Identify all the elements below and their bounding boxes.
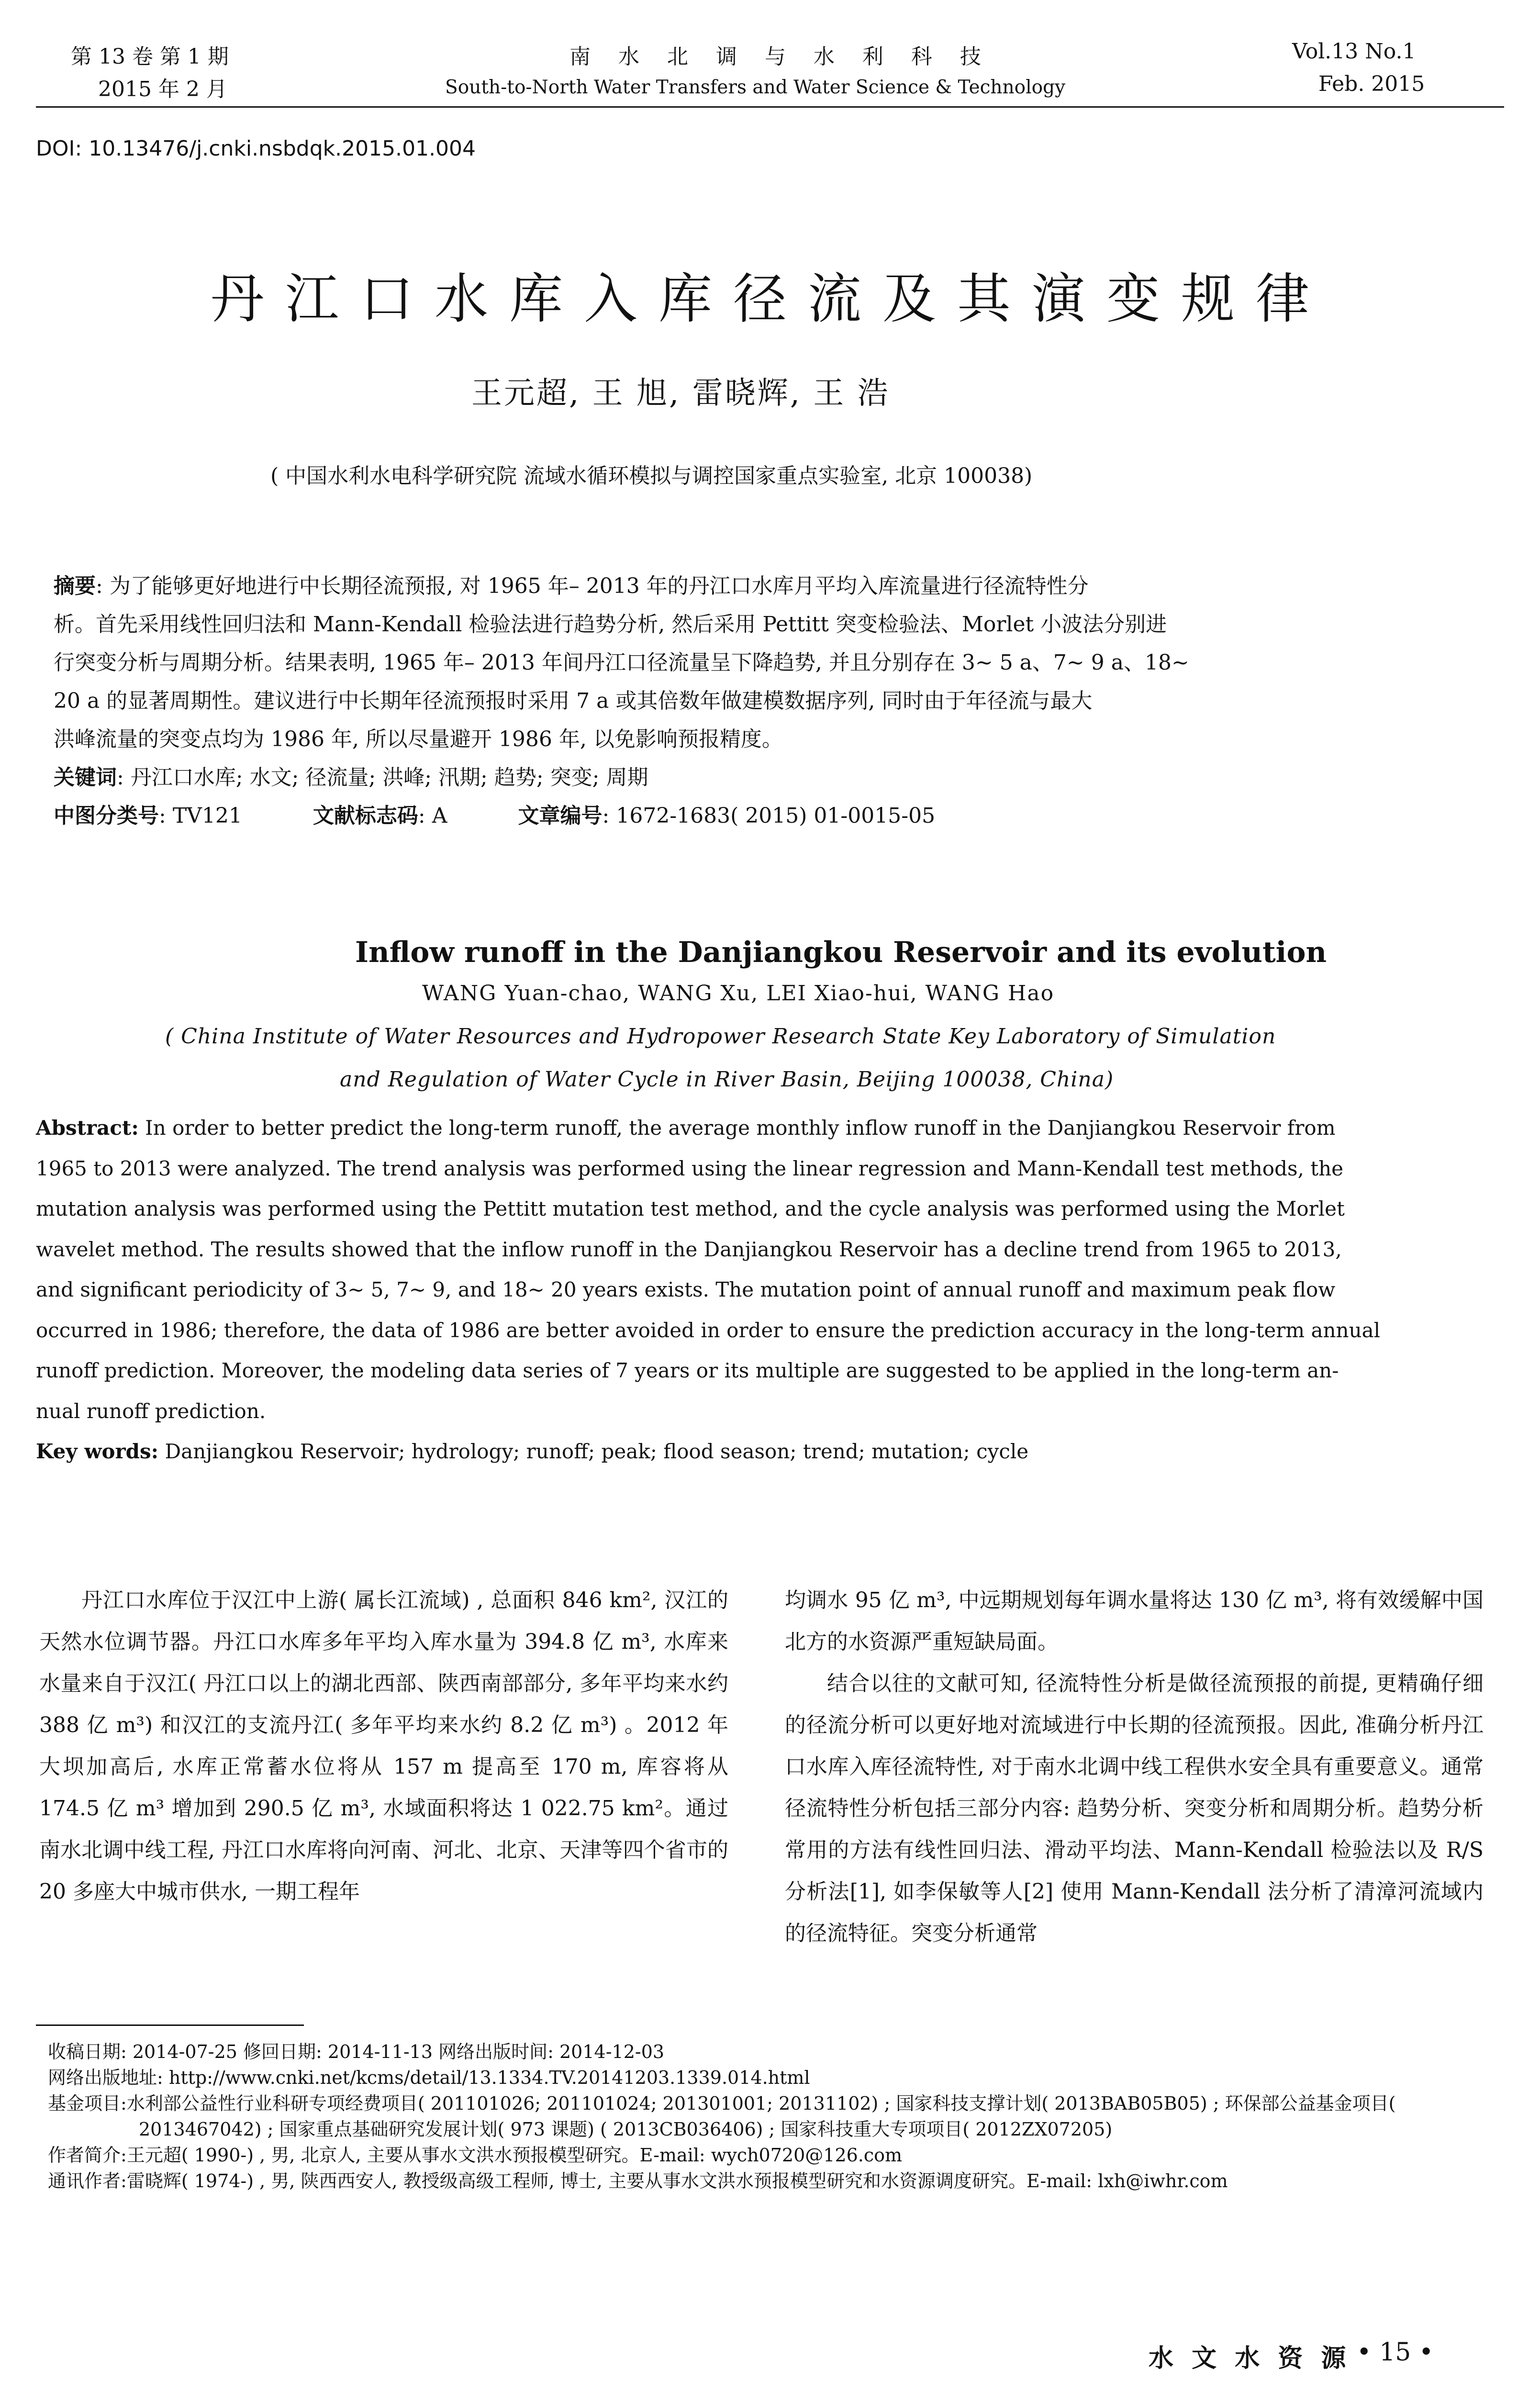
keywords-cn: 丹江口水库; 水文; 径流量; 洪峰; 汛期; 趋势; 突变; 周期 [130, 765, 648, 790]
title-en: Inflow runoff in the Danjiangkou Reservoir and its evolution [355, 936, 1327, 969]
header-volume-en: Vol.13 No.1 [1292, 39, 1416, 64]
footnote-received: 收稿日期: 2014-07-25 修回日期: 2014-11-13 网络出版时间: 2014-12-03 [48, 2041, 665, 2062]
articleno-label: 文章编号 [518, 804, 603, 828]
affiliation-en-1: ( China Institute of Water Resources and Hydropower Research State Key Laboratory of Simulation [165, 1024, 1276, 1049]
abstract-en-line: In order to better predict the long-term runoff, the average monthly inflow runoff in the Danjiangkou Reservoir from [138, 1116, 1336, 1140]
body-paragraph: 结合以往的文献可知, 径流特性分析是做径流预报的前提, 更精确仔细的径流分析可以更好地对流域进行中长期的径流预报。因此, 准确分析丹江口水库入库径流特性, 对于南水北调中线工程供水安全具有重要意义。通常径流特性分析包括三部分内容: 趋势分析、突变分析和周期分析。趋势分析常用的方法有线性回归法、滑动平均法、Mann-Kendall 检验法以及 R/S 分析法[1], 如李保敏等人[2] 使用 Mann-Kendall 法分析了清漳河流域内的径流特征。突变分析通常 [785, 1671, 1484, 1946]
abstract-en-line: wavelet method. The results showed that the inflow runoff in the Danjiangkou Reservoir has a decline trend from 1965 to 2013, [36, 1237, 1342, 1261]
abstract-cn: 摘要: 为了能够更好地进行中长期径流预报, 对 1965 年– 2013 年的丹江口水库月平均入库流量进行径流特性分 析。首先采用线性回归法和 Mann-Kendall 检验法进行趋势分析, 然后采用 Pettitt 突变检验法、Morlet 小波法分别进 行突变分析与周期分析。结果表明, 1965 年– 2013 年间丹江口径流量呈下降趋势, 并且分别存在 3~ 5 a、7~ 9 a、18~ 20 a 的显著周期性。建议进行中长期年径流预报时采用 7 a 或其倍数年做建模数据序列, 同时由于年径流与最大 洪峰流量的突变点均为 1986 年, 所以尽量避开 1986 年, 以免影响预报精度。 关键词: 丹江口水库; 水文; 径流量; 洪峰; 汛期; 趋势; 突变; 周期 中图分类号: TV121 文献标志码: A 文章编号: 1672-1683( 2015) 01-0015-05 [54, 567, 1451, 835]
abstract-en-line: nual runoff prediction. [36, 1399, 266, 1423]
abstract-cn-line: 析。首先采用线性回归法和 Mann-Kendall 检验法进行趋势分析, 然后采用 Pettitt 突变检验法、Morlet 小波法分别进 [54, 612, 1167, 637]
abstract-en-line: and significant periodicity of 3~ 5, 7~ 9, and 18~ 20 years exists. The mutation point of annual runoff and maximum peak flow [36, 1278, 1336, 1301]
doccode-label: 文献标志码 [312, 804, 418, 828]
footnote-url: 网络出版地址: http://www.cnki.net/kcms/detail/13.1334.TV.20141203.1339.014.html [48, 2067, 810, 2088]
abstract-cn-label: 摘要 [54, 574, 96, 598]
abstract-en-line: mutation analysis was performed using the Pettitt mutation test method, and the cycle analysis was performed using the Morlet [36, 1197, 1345, 1220]
abstract-en-line: runoff prediction. Moreover, the modeling data series of 7 years or its multiple are suggested to be applied in the long-term an- [36, 1359, 1339, 1382]
authors-en: WANG Yuan-chao, WANG Xu, LEI Xiao-hui, WANG Hao [422, 981, 1055, 1006]
footnote-corr: 雷晓辉( 1974-) , 男, 陕西西安人, 教授级高级工程师, 博士, 主要从事水文洪水预报模型研究和水资源调度研究。E-mail: lxh@iwhr.com [126, 2170, 1228, 2192]
footnote-author-label: 作者简介: [48, 2145, 127, 2166]
header-date-en: Feb. 2015 [1318, 72, 1425, 96]
keywords-en-label: Key words: [36, 1440, 159, 1463]
doi: DOI: 10.13476/j.cnki.nsbdqk.2015.01.004 [36, 136, 476, 161]
class-value: TV121 [172, 804, 242, 828]
abstract-cn-line: 20 a 的显著周期性。建议进行中长期年径流预报时采用 7 a 或其倍数年做建模数据序列, 同时由于年径流与最大 [54, 689, 1093, 713]
footnote-fund-label: 基金项目: [48, 2093, 127, 2114]
header-volume-cn: 第 13 卷 第 1 期 [71, 45, 229, 69]
footnote-rule [36, 2024, 304, 2026]
body-paragraph: 均调水 95 亿 m³, 中远期规划每年调水量将达 130 亿 m³, 将有效缓解中国北方的水资源严重短缺局面。 [785, 1588, 1484, 1654]
title-cn: 丹江口水库入库径流及其演变规律 [211, 268, 1330, 330]
keywords-en: Danjiangkou Reservoir; hydrology; runoff; peak; flood season; trend; mutation; cycle [158, 1440, 1029, 1463]
footnote-author: 王元超( 1990-) , 男, 北京人, 主要从事水文洪水预报模型研究。E-mail: wych0720@126.com [126, 2145, 903, 2166]
keywords-cn-label: 关键词 [54, 765, 117, 790]
page-number: • 15 • [1357, 2338, 1434, 2367]
affiliation-cn: ( 中国水利水电科学研究院 流域水循环模拟与调控国家重点实验室, 北京 100038) [270, 464, 1033, 488]
abstract-en-line: 1965 to 2013 were analyzed. The trend analysis was performed using the linear regression and Mann-Kendall test methods, the [36, 1156, 1343, 1180]
footnotes [48, 2039, 1488, 2194]
class-label: 中图分类号 [54, 804, 159, 828]
body-right-column [785, 1579, 1484, 1954]
abstract-en [36, 1108, 1504, 1472]
body-paragraph: 丹江口水库位于汉江中上游( 属长江流域) , 总面积 846 km², 汉江的天然水位调节器。丹江口水库多年平均入库水量为 394.8 亿 m³, 水库来水量来自于汉江( 丹江口以上的湖北西部、陕西南部部分, 多年平均来水约 388 亿 m³) 和汉江的支流丹江( 多年平均来水约 8.2 亿 m³) 。2012 年大坝加高后, 水库正常蓄水位将从 157 m 提高至 170 m, 库容将从 174.5 亿 m³ 增加到 290.5 亿 m³, 水域面积将达 1 022.75 km²。通过南水北调中线工程, 丹江口水库将向河南、河北、北京、天津等四个省市的 20 多座大中城市供水, 一期工程年 [39, 1588, 728, 1904]
articleno-value: 1672-1683( 2015) 01-0015-05 [616, 804, 936, 828]
abstract-cn-line: 洪峰流量的突变点均为 1986 年, 所以尽量避开 1986 年, 以免影响预报精度。 [54, 727, 783, 751]
header-date-cn: 2015 年 2 月 [98, 77, 227, 101]
authors-cn: 王元超, 王 旭, 雷晓辉, 王 浩 [471, 376, 890, 411]
abstract-en-label: Abstract: [36, 1116, 139, 1140]
footer-section: 水 文 水 资 源 [1149, 2344, 1351, 2373]
footnote-fund: 水利部公益性行业科研专项经费项目( 201101026; 201101024; 201301001; 20131102) ; 国家科技支撑计划( 2013BAB05B05) ; 环保部公益基金项目( 2013467042) ; 国家重点基础研究发展计划( 973 课题) ( 2013CB036406) ; 国家科技重大专项项目( 2012ZX07205) [126, 2093, 1396, 2140]
header-journal-cn: 南 水 北 调 与 水 利 科 技 [569, 45, 992, 69]
abstract-cn-line: 行突变分析与周期分析。结果表明, 1965 年– 2013 年间丹江口径流量呈下降趋势, 并且分别存在 3~ 5 a、7~ 9 a、18~ [54, 650, 1189, 675]
header-rule [36, 106, 1504, 108]
header-journal-en: South-to-North Water Transfers and Water Science & Technology [445, 77, 1066, 98]
footnote-corr-label: 通讯作者: [48, 2170, 127, 2192]
body-left-column [39, 1579, 728, 1912]
affiliation-en-2: and Regulation of Water Cycle in River Basin, Beijing 100038, China) [340, 1067, 1114, 1092]
abstract-en-line: occurred in 1986; therefore, the data of 1986 are better avoided in order to ensure the prediction accuracy in the long-term annual [36, 1318, 1381, 1342]
abstract-cn-line: 为了能够更好地进行中长期径流预报, 对 1965 年– 2013 年的丹江口水库月平均入库流量进行径流特性分 [109, 574, 1089, 598]
doccode-value: A [432, 804, 447, 828]
